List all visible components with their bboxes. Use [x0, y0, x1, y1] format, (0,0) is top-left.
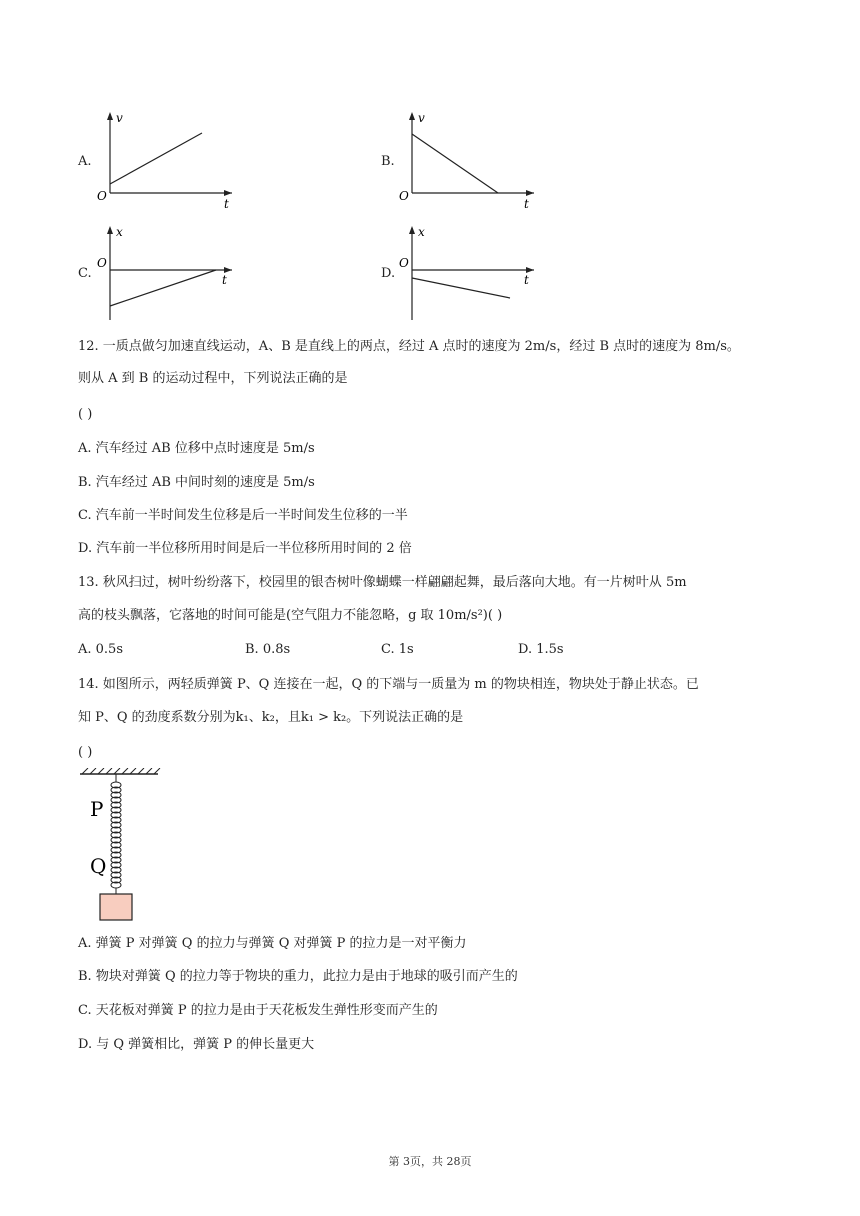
- graph-b: [394, 108, 544, 208]
- graph-c-y-arrow: [107, 226, 113, 234]
- graph-a-y-label: v: [116, 111, 123, 125]
- q14-option-b: B. 物块对弹簧 Q 的拉力等于物块的重力，此拉力是由于地球的吸引而产生的: [78, 969, 518, 984]
- q12-option-b: B. 汽车经过 AB 中间时刻的速度是 5m/s: [78, 475, 315, 490]
- graph-d-x-label: t: [524, 273, 529, 287]
- graph-d-y-label: x: [418, 225, 425, 239]
- q12-option-d: D. 汽车前一半位移所用时间是后一半位移所用时间的 2 倍: [78, 541, 412, 556]
- graph-c-y-label: x: [116, 225, 123, 239]
- graph-c-x-label: t: [222, 273, 227, 287]
- q12-option-c: C. 汽车前一半时间发生位移是后一半时间发生位移的一半: [78, 508, 408, 523]
- option-b-label: B.: [381, 154, 395, 169]
- graph-d: [394, 222, 544, 322]
- graph-a-origin: O: [97, 189, 107, 203]
- graph-d-line: [412, 278, 510, 298]
- graph-a-x-arrow: [224, 190, 232, 196]
- graph-d-origin: O: [399, 256, 409, 270]
- graph-c-origin: O: [97, 256, 107, 270]
- q13-option-a: A. 0.5s: [78, 642, 123, 657]
- spring-q-label: Q: [90, 854, 107, 878]
- q13-stem-line2: 高的枝头飘落，它落地的时间可能是(空气阻力不能忽略，g 取 10m/s²)( ): [78, 608, 503, 623]
- q14-paren: ( ): [78, 745, 93, 760]
- option-c-label: C.: [78, 266, 92, 281]
- graph-a: [92, 108, 242, 208]
- q14-stem-line1: 14. 如图所示，两轻质弹簧 P、Q 连接在一起，Q 的下端与一质量为 m 的物块相连，物块处于静止状态。已: [78, 677, 699, 692]
- q12-paren: ( ): [78, 407, 93, 422]
- graph-d-y-arrow: [409, 226, 415, 234]
- graph-a-y-arrow: [107, 112, 113, 120]
- option-d-label: D.: [381, 266, 396, 281]
- q14-option-d: D. 与 Q 弹簧相比，弹簧 P 的伸长量更大: [78, 1037, 315, 1052]
- graph-c: [92, 222, 242, 322]
- page-footer: 第 3页，共 28页: [388, 1155, 472, 1168]
- option-a-label: A.: [78, 154, 92, 169]
- graph-b-y-label: v: [418, 111, 425, 125]
- q13-stem-line1: 13. 秋风扫过，树叶纷纷落下，校园里的银杏树叶像蝴蝶一样翩翩起舞，最后落向大地。有一片树叶从 5m: [78, 575, 687, 590]
- q13-option-d: D. 1.5s: [518, 642, 564, 657]
- graph-b-x-arrow: [526, 190, 534, 196]
- q12-stem-line2: 则从 A 到 B 的运动过程中，下列说法正确的是: [78, 371, 348, 386]
- q12-stem-line1: 12. 一质点做匀加速直线运动，A、B 是直线上的两点，经过 A 点时的速度为 2m/s，经过 B 点时的速度为 8m/s。: [78, 339, 740, 354]
- graph-a-x-label: t: [224, 197, 229, 208]
- q14-stem-line2: 知 P、Q 的劲度系数分别为k₁、k₂，且k₁ > k₂。下列说法正确的是: [78, 710, 464, 725]
- q12-option-a: A. 汽车经过 AB 位移中点时速度是 5m/s: [78, 441, 315, 456]
- graph-b-origin: O: [399, 189, 409, 203]
- graph-a-line: [110, 133, 202, 184]
- graph-b-y-arrow: [409, 112, 415, 120]
- ceiling-hatch: [82, 768, 160, 774]
- spring-figure: [76, 768, 176, 928]
- graph-b-x-label: t: [524, 197, 529, 208]
- q14-option-a: A. 弹簧 P 对弹簧 Q 的拉力与弹簧 Q 对弹簧 P 的拉力是一对平衡力: [78, 936, 467, 951]
- graph-b-line: [412, 134, 498, 193]
- mass-block: [100, 894, 132, 920]
- spring-coils: [111, 782, 121, 888]
- q13-option-c: C. 1s: [381, 642, 414, 657]
- spring-p-label: P: [90, 797, 104, 821]
- q13-option-b: B. 0.8s: [245, 642, 291, 657]
- graph-c-line: [110, 270, 216, 306]
- q14-option-c: C. 天花板对弹簧 P 的拉力是由于天花板发生弹性形变而产生的: [78, 1003, 438, 1018]
